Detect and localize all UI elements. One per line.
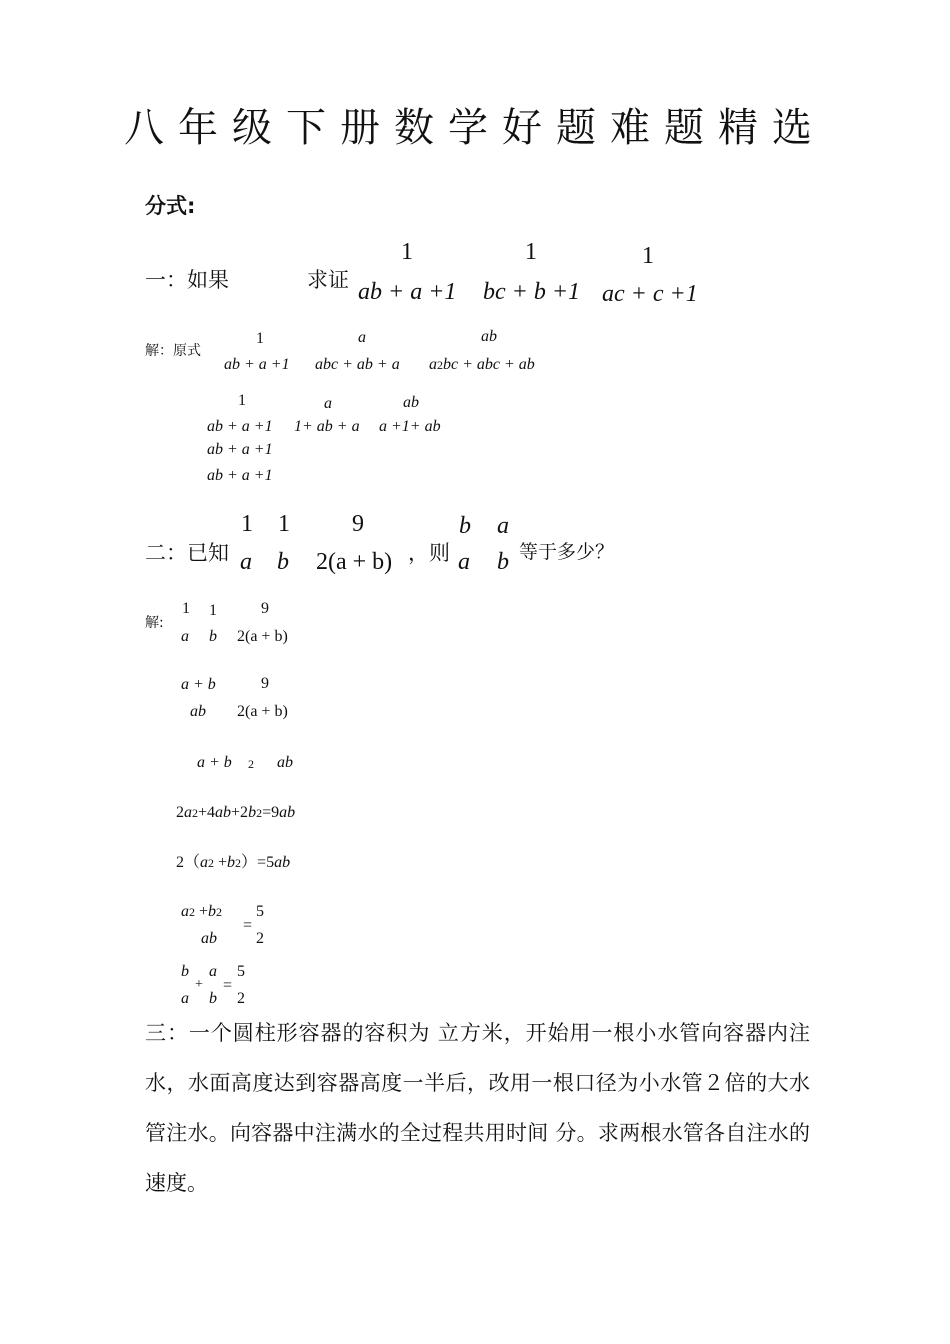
q2-s1-denominator-1: a [181,628,189,645]
q2-s6-result-numerator: 5 [256,903,264,920]
q2-then-text: ，则 [408,541,450,565]
q2-s6-denominator: ab [201,930,217,947]
q2-fraction-4-numerator: b [459,513,471,539]
q2-s7-denominator-1: a [181,990,189,1007]
q2-fraction-1-numerator: 1 [241,511,253,537]
q3-paragraph: 三：一个圆柱形容器的容积为 立方米，开始用一根小水管向容器内注水，水面高度达到容器高度一半后，改用一根口径为小水管２倍的大水管注水。向容器中注满水的全过程共用时间 分。求两根水管各自注水的速度。 [145,1021,810,1195]
q2-s1-denominator-3: 2(a + b) [237,628,288,645]
q1-row1-numerator-2: a [358,329,366,346]
q1-row1-denominator-3: a2bc + abc + ab [429,356,535,373]
q1-row2-numerator-3: ab [403,394,419,411]
q1-row1-denominator-2: abc + ab + a [315,356,400,373]
q1-row2-denominator-1: ab + a +1 [207,418,273,435]
section-heading: 分式: [145,194,196,218]
q1-fraction-2-denominator: bc + b +1 [483,279,581,305]
q2-s1-numerator-1: 1 [182,600,190,617]
q2-s7-result-denominator: 2 [237,990,245,1007]
q1-row2-denominator-2: 1+ ab + a [294,418,360,435]
q2-s1-numerator-3: 9 [261,600,269,617]
q2-fraction-4-denominator: a [458,549,470,575]
q1-fraction-1-denominator: ab + a +1 [358,279,457,305]
document-title: 八年级下册数学好题难题精选 [124,105,826,151]
q1-row1-numerator-3: ab [481,328,497,345]
q1-row2-numerator-2: a [324,395,332,412]
q2-s4-equation: 2a2+4ab+2b2=9ab [176,804,296,821]
q1-solution-label: 解：原式 [145,343,201,359]
q2-s3-right: ab [277,754,293,771]
q1-row2-denominator-3: a +1+ ab [379,418,441,435]
q2-s3-exponent: 2 [248,757,254,771]
q1-label: 一：如果 [145,268,229,292]
q2-s2-numerator-1: a + b [181,676,216,693]
q2-fraction-2-numerator: 1 [278,511,290,537]
q2-s5-equation: 2（a2 +b2）=5ab [176,854,291,871]
q2-s7-numerator-2: a [209,963,217,980]
q2-fraction-1-denominator: a [240,549,252,575]
q1-prove-label: 求证 [307,268,349,292]
q2-s7-denominator-2: b [209,990,217,1007]
q2-s1-numerator-2: 1 [209,602,217,619]
q1-row1-numerator-1: 1 [256,330,264,347]
q1-row4-expression: ab + a +1 [207,467,273,484]
q2-question-text: 等于多少？ [519,541,615,563]
q2-s2-denominator-1: ab [190,703,206,720]
q2-label: 二：已知 [145,541,229,565]
q2-s7-equals: = [223,977,233,994]
q2-fraction-5-denominator: b [497,549,509,575]
q2-s7-numerator-1: b [181,963,189,980]
q2-solution-label: 解: [145,615,164,631]
q2-s6-result-denominator: 2 [256,930,264,947]
q1-fraction-2-numerator: 1 [525,239,537,265]
q2-s2-numerator-2: 9 [261,675,269,692]
q2-fraction-3-numerator: 9 [352,511,364,537]
q2-s7-result-numerator: 5 [237,963,245,980]
q1-row3-expression: ab + a +1 [207,441,273,458]
q1-row2-numerator-1: 1 [238,392,246,409]
q2-fraction-5-numerator: a [497,513,509,539]
q1-fraction-1-numerator: 1 [401,239,413,265]
q2-s6-equals: = [243,917,253,934]
q1-row1-denominator-1: ab + a +1 [224,356,290,373]
q1-fraction-3-denominator: ac + c +1 [602,281,698,307]
q2-fraction-2-denominator: b [277,549,289,575]
q2-s1-denominator-2: b [209,628,217,645]
q2-s6-numerator: a2 +b2 [181,903,223,920]
q2-s3-left: a + b [197,754,232,771]
q2-s2-denominator-2: 2(a + b) [237,703,288,720]
q2-s7-plus: + [195,977,203,992]
q1-fraction-3-numerator: 1 [642,243,654,269]
q2-fraction-3-denominator: 2(a + b) [316,549,393,575]
